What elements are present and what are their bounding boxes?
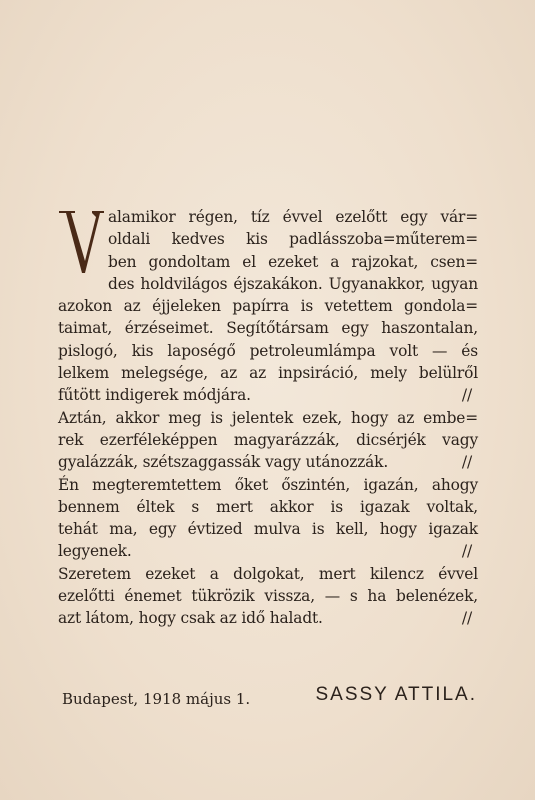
text-line-15: tehát ma, egy évtized mulva is kell, hogy igazak xyxy=(58,520,478,539)
slash-mark-2: // xyxy=(461,453,472,472)
text-line-7: pislogó, kis laposégő petroleumlámpa volt — és xyxy=(58,341,478,360)
text-line-6: taimat, érzéseimet. Segítőtársam egy haszontalan, xyxy=(58,319,478,338)
text-line-9 xyxy=(58,384,478,406)
slash-mark-1: // xyxy=(461,386,472,405)
text-line-9-content: fűtött indigerek módjára. xyxy=(58,386,251,405)
text-line-19-content: azt látom, hogy csak az idő haladt. xyxy=(58,609,323,628)
text-line-4: des holdvilágos éjszakákon. Ugyanakkor, ugyan xyxy=(108,274,478,293)
text-line-16 xyxy=(58,540,478,562)
text-line-17: Szeretem ezeket a dolgokat, mert kilencz évvel xyxy=(58,564,478,583)
drop-cap-initial xyxy=(58,209,104,275)
text-line-3: ben gondoltam el ezeket a rajzokat, csen= xyxy=(108,252,478,271)
text-line-16-content: legyenek. xyxy=(58,542,132,561)
preface-text xyxy=(58,206,478,630)
text-line-10: Aztán, akkor meg is jelentek ezek, hogy az embe= xyxy=(58,408,478,427)
text-line-13: Én megteremtettem őket őszintén, igazán, ahogy xyxy=(58,475,478,494)
text-line-5: azokon az éjjeleken papírra is vetettem gondola= xyxy=(58,297,478,316)
signature-footer xyxy=(62,684,477,714)
text-line-1: alamikor régen, tíz évvel ezelőtt egy vár= xyxy=(108,208,478,226)
text-line-18: ezelőtti énemet tükrözik vissza, — s ha belenézek, xyxy=(58,587,478,606)
slash-mark-3: // xyxy=(461,542,472,561)
text-line-12 xyxy=(58,451,478,473)
text-line-14: bennem éltek s mert akkor is igazak voltak, xyxy=(58,497,478,516)
drop-cap-v-icon xyxy=(58,209,104,275)
text-line-8: lelkem melegsége, az az inpsiráció, mely belülről xyxy=(58,364,478,383)
place-and-date: Budapest, 1918 május 1. xyxy=(62,690,251,708)
text-line-19 xyxy=(58,607,478,629)
text-line-11: rek ezerféleképpen magyarázzák, dicsérjék vagy xyxy=(58,430,478,449)
text-line-12-content: gyalázzák, szétszaggassák vagy utánozzák. xyxy=(58,453,389,472)
slash-mark-4: // xyxy=(461,609,472,628)
author-signature: SASSY ATTILA. xyxy=(315,684,477,705)
text-line-2: oldali kedves kis padlásszoba=műterem= xyxy=(108,230,478,249)
